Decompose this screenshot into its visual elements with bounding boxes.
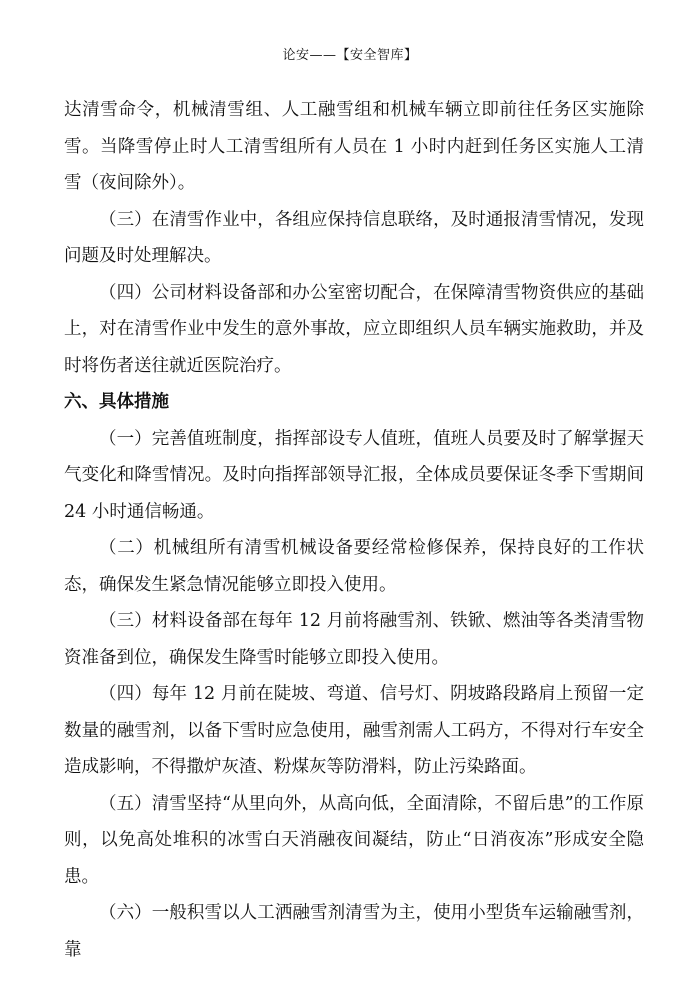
page-header: 论安——【安全智库】 — [282, 48, 418, 63]
document-body — [64, 92, 644, 968]
measure-item-4: （四）每年 12 月前在陡坡、弯道、信号灯、阴坡路段路肩上预留一定数量的融雪剂，以备下雪时应急使用，融雪剂需人工码方，不得对行车安全造成影响，不得撒炉灰渣、粉煤灰等防滑料，防止污染路面。 — [64, 684, 644, 777]
measure-item-5: （五）清雪坚持“从里向外，从高向低，全面清除，不留后患”的工作原则，以免高处堆积的冰雪白天消融夜间凝结，防止“日消夜冻”形成安全隐患。 — [64, 793, 644, 887]
section-heading: 六、具体措施 — [64, 392, 169, 412]
measure-item-1: （一）完善值班制度，指挥部设专人值班，值班人员要及时了解掌握天气变化和降雪情况。及时向指挥部领导汇报，全体成员要保证冬季下雪期间 24 小时通信畅通。 — [64, 428, 644, 522]
paragraph-item-4: （四）公司材料设备部和办公室密切配合，在保障清雪物资供应的基础上，对在清雪作业中发生的意外事故，应立即组织人员车辆实施救助，并及时将伤者送往就近医院治疗。 — [64, 282, 644, 376]
measure-item-3: （三）材料设备部在每年 12 月前将融雪剂、铁锨、燃油等各类清雪物资准备到位，确保发生降雪时能够立即投入使用。 — [64, 611, 644, 668]
paragraph-continuation: 达清雪命令，机械清雪组、人工融雪组和机械车辆立即前往任务区实施除雪。当降雪停止时人工清雪组所有人员在 1 小时内赶到任务区实施人工清雪（夜间除外）。 — [64, 100, 644, 193]
paragraph-item-3: （三）在清雪作业中，各组应保持信息联络，及时通报清雪情况，发现问题及时处理解决。 — [64, 209, 644, 266]
measure-item-6: （六）一般积雪以人工洒融雪剂清雪为主，使用小型货车运输融雪剂，靠 — [64, 903, 644, 960]
measure-item-2: （二）机械组所有清雪机械设备要经常检修保养，保持良好的工作状态，确保发生紧急情况能够立即投入使用。 — [64, 538, 644, 595]
